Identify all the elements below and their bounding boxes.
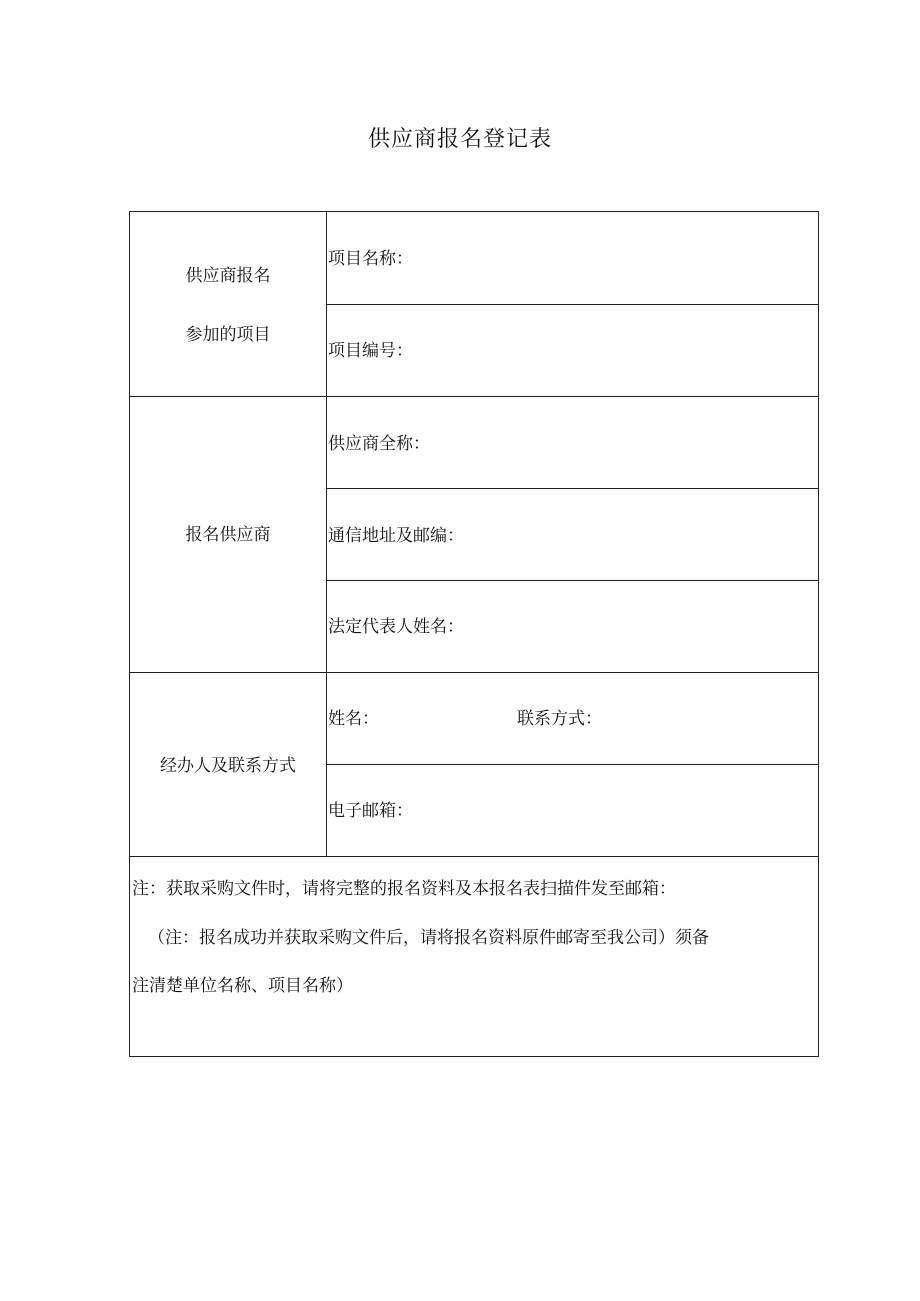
note-line-1: 注：获取采购文件时，请将完整的报名资料及本报名表扫描件发至邮箱： [132,879,676,899]
note-line-2: （注：报名成功并获取采购文件后，请将报名资料原件邮寄至我公司）须备 [148,928,709,948]
section-divider-note [130,856,818,857]
supplier-full-name-field[interactable]: 供应商全称： [328,434,430,454]
contact-method-field[interactable]: 联系方式： [517,709,602,729]
note-line-3: 注清楚单位名称、项目名称） [132,976,353,996]
supplier-section-label: 报名供应商 [185,525,271,545]
contact-name-field[interactable]: 姓名： [328,709,379,729]
row-divider [326,580,818,581]
row-divider [326,304,818,305]
section-divider-contact [130,672,818,673]
row-divider [326,764,818,765]
registration-form-table [129,211,819,1057]
address-postcode-field[interactable]: 通信地址及邮编： [328,526,464,546]
project-section-label-line1: 供应商报名 [185,266,271,286]
column-divider [326,212,327,856]
legal-representative-field[interactable]: 法定代表人姓名： [328,617,464,637]
project-name-field[interactable]: 项目名称： [328,249,413,269]
row-divider [326,488,818,489]
project-number-field[interactable]: 项目编号： [328,341,413,361]
email-field[interactable]: 电子邮箱： [328,801,413,821]
section-divider-supplier [130,396,818,397]
page-title: 供应商报名登记表 [367,127,552,152]
contact-section-label: 经办人及联系方式 [160,756,296,776]
project-section-label-line2: 参加的项目 [185,325,271,345]
